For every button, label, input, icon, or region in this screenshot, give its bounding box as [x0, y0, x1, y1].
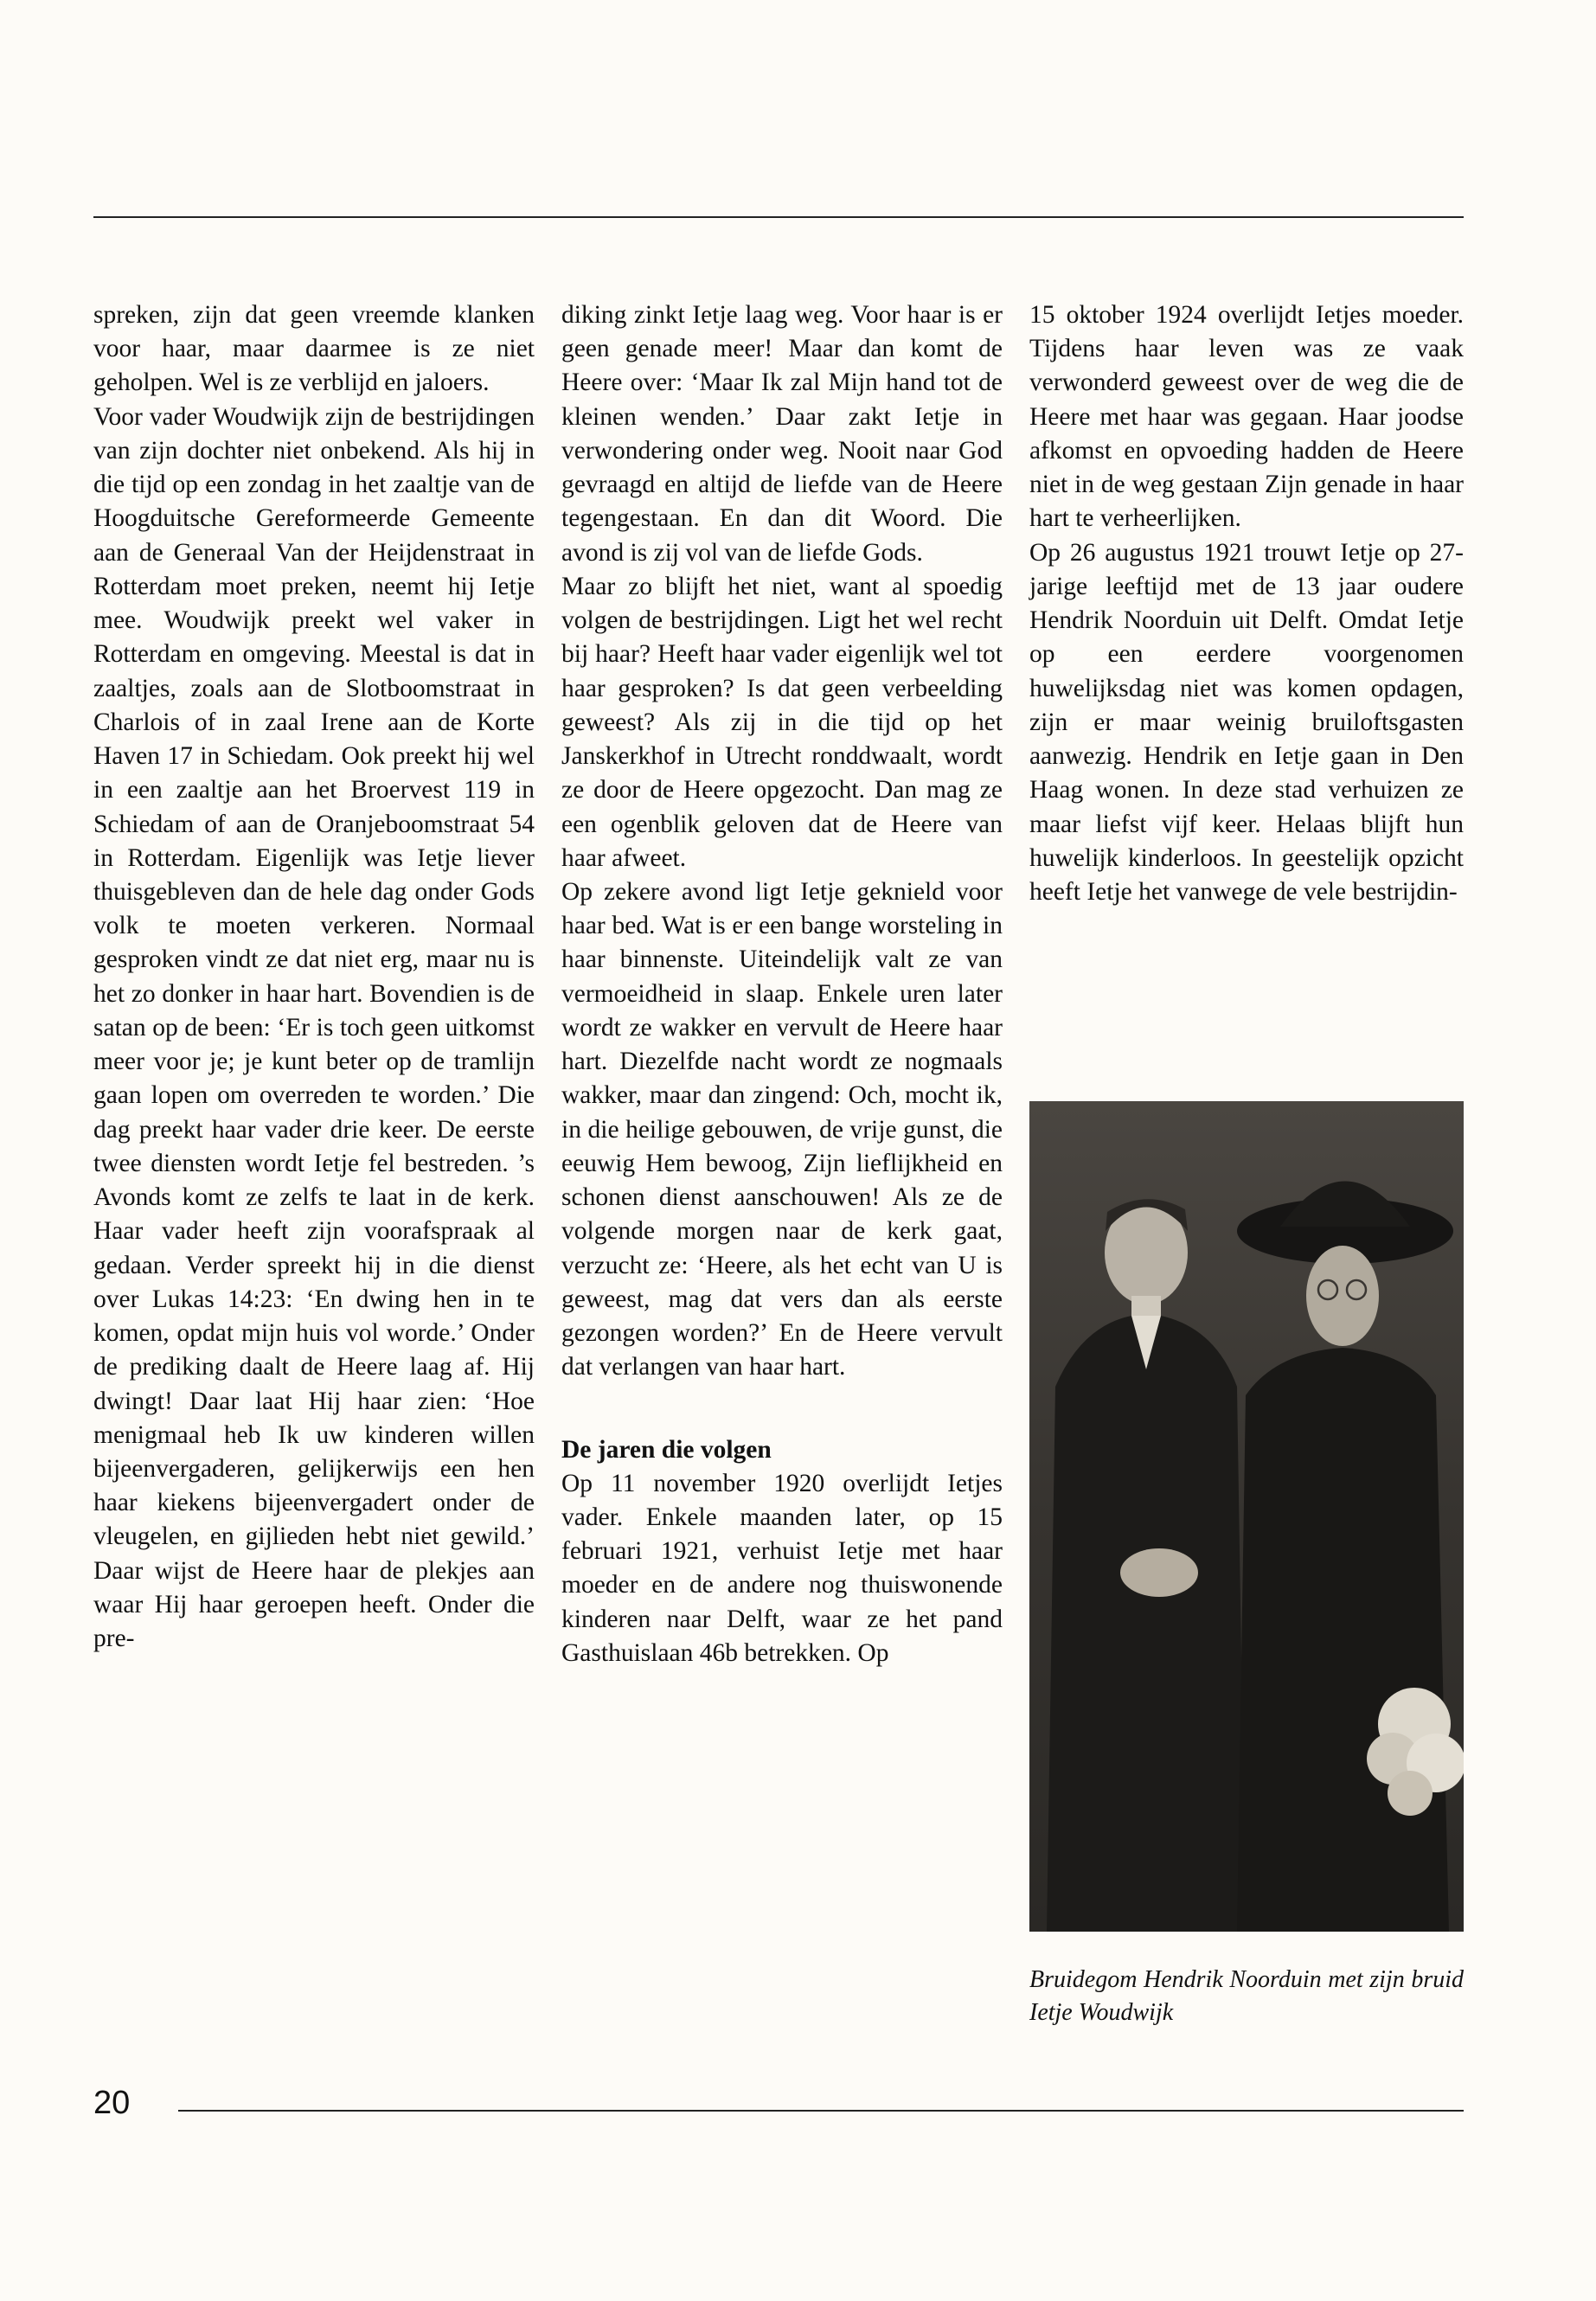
section-heading: De jaren die volgen — [561, 1435, 772, 1464]
page-number: 20 — [93, 2085, 131, 2121]
paragraph: 15 oktober 1924 overlijdt Ietjes moeder. Tijdens haar leven was ze vaak verwonderd geweest over de weg die de Heere met haar was gegaan. Haar joodse afkomst en opvoeding hadden de Heere niet in de weg gestaan Zijn genade in haar hart te verheerlijken. — [1029, 301, 1464, 533]
paragraph: diking zinkt Ietje laag weg. Voor haar is er geen genade meer! Maar dan komt de Heere over: ‘Maar Ik zal Mijn hand tot de kleinen wenden.’ Daar zakt Ietje in verwondering onder weg. Nooit naar God gevraagd en altijd de liefde van de Heere tegengestaan. En dan dit Woord. Die avond is zij vol van de liefde Gods. — [561, 301, 1003, 567]
wedding-photo — [1029, 1101, 1464, 1932]
photo-caption: Bruidegom Hendrik Noorduin met zijn bruid Ietje Woudwijk — [1029, 1966, 1464, 2026]
text-column-1 — [93, 298, 535, 1656]
paragraph: Op zekere avond ligt Ietje geknield voor haar bed. Wat is er een bange worsteling in haar binnenste. Uiteindelijk valt ze van vermoeidheid in slaap. Enkele uren later wordt ze wakker en vervult de Heere haar hart. Diezelfde nacht wordt ze nogmaals wakker, maar dan zingend: Och, mocht ik, in die heilige gebouwen, de vrije gunst, die eeuwig Hem bewoog, Zijn lieflijkheid en schonen dienst aanschouwen! Als ze de volgende morgen naar de kerk gaat, verzucht ze: ‘Heere, als het echt van U is geweest, mag dat vers dan als eerste gezongen worden?’ En de Heere vervult dat verlangen van haar hart. — [561, 877, 1003, 1381]
wedding-photo-illustration — [1029, 1101, 1464, 1932]
paragraph: Op 11 november 1920 overlijdt Ietjes vader. Enkele maanden later, op 15 februari 1921, verhuist Ietje met haar moeder en de andere nog thuiswonende kinderen naar Delft, waar ze het pand Gasthuislaan 46b betrekken. Op — [561, 1469, 1003, 1667]
text-column-3 — [1029, 298, 1464, 909]
paragraph: Maar zo blijft het niet, want al spoedig volgen de bestrijdingen. Ligt het wel recht bij haar? Heeft haar vader eigenlijk wel tot haar gesproken? Is dat geen verbeelding geweest? Als zij in die tijd op het Janskerkhof in Utrecht ronddwaalt, wordt ze door de Heere opgezocht. Dan mag ze een ogenblik geloven dat de Heere van haar afweet. — [561, 572, 1003, 872]
paragraph: spreken, zijn dat geen vreemde klanken voor haar, maar daarmee is ze niet geholpen. Wel is ze verblijd en jaloers. — [93, 301, 535, 397]
paragraph: Op 26 augustus 1921 trouwt Ietje op 27-jarige leeftijd met de 13 jaar oudere Hendrik Noorduin uit Delft. Omdat Ietje op een eerdere voorgenomen huwelijksdag niet was komen opdagen, zijn er maar weinig bruiloftsgasten aanwezig. Hendrik en Ietje gaan in Den Haag wonen. In deze stad verhuizen ze maar liefst vijf keer. Helaas blijft hun huwelijk kinderloos. In geestelijk opzicht heeft Ietje het vanwege de vele bestrijdin- — [1029, 538, 1464, 906]
text-column-2 — [561, 298, 1003, 1670]
bottom-rule — [178, 2110, 1464, 2112]
paragraph: Voor vader Woudwijk zijn de bestrijdingen van zijn dochter niet onbekend. Als hij in die tijd op een zondag in het zaaltje van de Hoogduitsche Gereformeerde Gemeente aan de Generaal Van der Heijdenstraat in Rotterdam moet preken, neemt hij Ietje mee. Woudwijk preekt wel vaker in Rotterdam en omgeving. Meestal is dat in zaaltjes, zoals aan de Slotboomstraat in Charlois of in zaal Irene aan de Korte Haven 17 in Schiedam. Ook preekt hij wel in een zaaltje aan het Broervest 119 in Schiedam of aan de Oranjeboomstraat 54 in Rotterdam. Eigenlijk was Ietje liever thuisgebleven dan de hele dag onder Gods volk te moeten verkeren. Normaal gesproken vindt ze dat niet erg, maar nu is het zo donker in haar hart. Bovendien is de satan op de been: ‘Er is toch geen uitkomst meer voor je; je kunt beter op de tramlijn gaan lopen om overreden te worden.’ Die dag preekt haar vader drie keer. De eerste twee diensten wordt Ietje fel bestreden. ’s Avonds komt ze zelfs te laat in de kerk. Haar vader heeft zijn voorafspraak al gedaan. Verder spreekt hij in die dienst over Lukas 14:23: ‘En dwing hen in te komen, opdat mijn huis vol worde.’ Onder de prediking daalt de Heere laag af. Hij dwingt! Daar laat Hij haar zien: ‘Hoe menigmaal heb Ik uw kinderen willen bijeenvergaderen, gelijkerwijs een hen haar kiekens bijeenvergadert onder de vleugelen, en gijlieden hebt niet gewild.’ Daar wijst de Heere haar de plekjes aan waar Hij haar geroepen heeft. Onder die pre- — [93, 402, 535, 1653]
top-rule — [93, 216, 1464, 218]
